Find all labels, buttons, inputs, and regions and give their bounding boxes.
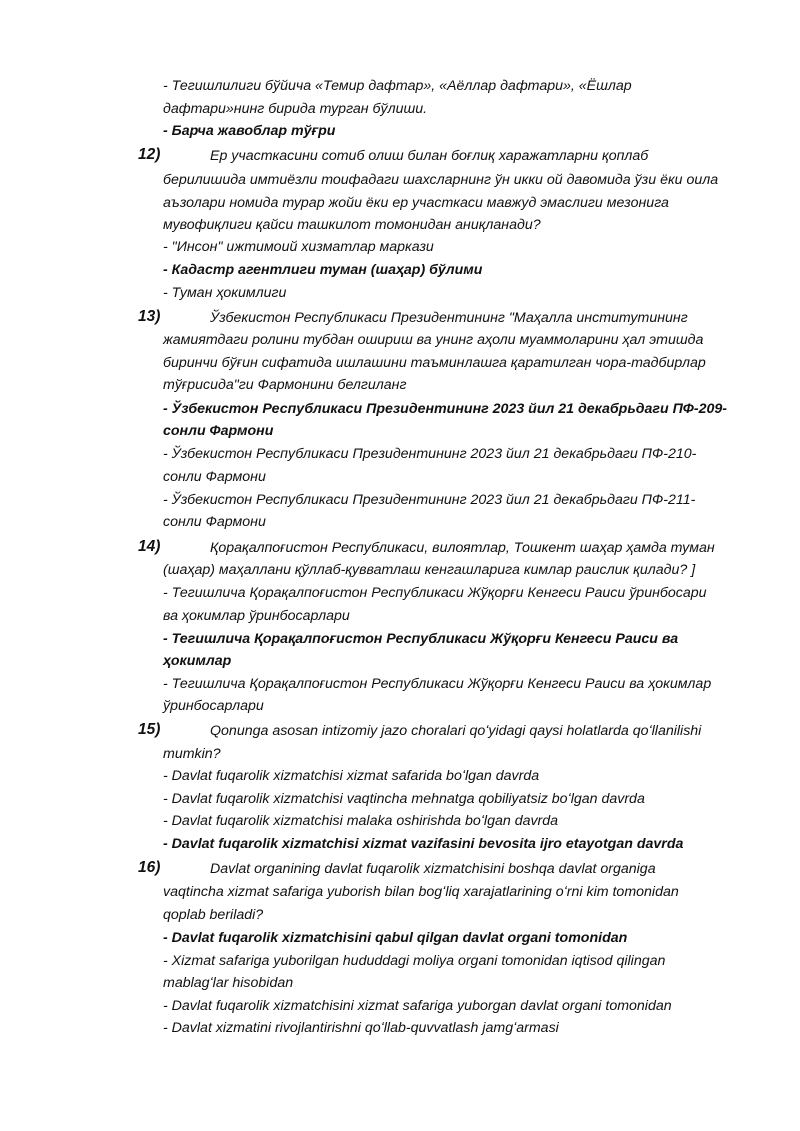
question-number: 16) <box>138 859 161 876</box>
text-line: сонли Фармони <box>163 514 266 530</box>
text-line: - "Инсон" ижтимоий хизматлар маркази <box>163 239 434 255</box>
text-line: - Davlat fuqarolik xizmatchisi vaqtincha mehnatga qobiliyatsiz boʻlgan davrda <box>163 791 645 807</box>
question-text: Qonunga asosan intizomiy jazo choralari qoʻyidagi qaysi holatlarda qoʻllanilishi <box>210 723 702 739</box>
text-line: - Тегишлилиги бўйича «Темир дафтар», «Аёллар дафтари», «Ёшлар <box>163 78 632 94</box>
text-line: ўринбосарлари <box>163 698 264 714</box>
text-line: аъзолари номида турар жойи ёки ер участкаси мавжуд эмаслиги мезонига <box>163 195 669 211</box>
question-number: 13) <box>138 308 161 325</box>
correct-answer-line: - Ўзбекистон Республикаси Президентининг 2023 йил 21 декабрьдаги ПФ-209- <box>163 401 728 417</box>
text-line: - Тегишлича Қорақалпоғистон Республикаси Жўқорғи Кенгеси Раиси ўринбосари <box>163 585 707 601</box>
text-line: - Davlat fuqarolik xizmatchisi xizmat safarida boʻlgan davrda <box>163 768 540 784</box>
question-number: 12) <box>138 146 161 163</box>
question-text: Қорақалпоғистон Республикаси, вилоятлар, Тошкент шаҳар ҳамда туман <box>210 540 715 556</box>
text-line: берилишида имтиёзли тоифадаги шахсларнинг ўн икки ой давомида ўзи ёки оила <box>163 172 719 188</box>
text-line: жамиятдаги ролини тубдан ошириш ва унинг аҳоли муаммоларини ҳал этишда <box>163 332 704 348</box>
text-line: мувофиқлиги қайси ташкилот томонидан аниқланади? <box>163 217 541 233</box>
text-line: - Ўзбекистон Республикаси Президентининг 2023 йил 21 декабрьдаги ПФ-210- <box>163 446 697 462</box>
text-line: дафтари»нинг бирида турган бўлиши. <box>163 101 428 117</box>
text-line: биринчи бўғин сифатида ишлашини таъминлашга қаратилган чора-тадбирлар <box>163 355 706 371</box>
question-text: Ер участкасини сотиб олиш билан боғлиқ харажатларни қоплаб <box>210 148 649 164</box>
correct-answer-line: сонли Фармони <box>163 423 274 439</box>
text-line: тўғрисида"ги Фармонини белгиланг <box>163 377 407 393</box>
question-number: 14) <box>138 538 161 555</box>
correct-answer-line: - Davlat fuqarolik xizmatchisini qabul qilgan davlat organi tomonidan <box>163 930 628 946</box>
correct-answer-line: - Тегишлича Қорақалпоғистон Республикаси Жўқорғи Кенгеси Раиси ва <box>163 631 679 647</box>
text-line: vaqtincha xizmat safariga yuborish bilan bogʻliq xarajatlarining oʻrni kim tomonidan <box>163 884 679 900</box>
text-line: сонли Фармони <box>163 469 266 485</box>
question-number: 15) <box>138 721 161 738</box>
text-line: - Davlat xizmatini rivojlantirishni qoʻllab-quvvatlash jamgʻarmasi <box>163 1020 559 1036</box>
text-line: - Xizmat safariga yuborilgan hududdagi moliya organi tomonidan iqtisod qilingan <box>163 953 666 969</box>
text-line: - Тегишлича Қорақалпоғистон Республикаси Жўқорғи Кенгеси Раиси ва ҳокимлар <box>163 676 712 692</box>
question-text: Ўзбекистон Республикаси Президентининг "Маҳалла институтининг <box>210 310 688 326</box>
text-line: - Туман ҳокимлиги <box>163 285 287 301</box>
correct-answer-line: - Барча жавоблар тўғри <box>163 123 336 139</box>
correct-answer-line: - Кадастр агентлиги туман (шаҳар) бўлими <box>163 262 483 278</box>
correct-answer-line: ҳокимлар <box>163 653 232 669</box>
text-line: (шаҳар) маҳаллани қўллаб-қувватлаш кенгашларига кимлар раислик қилади? ] <box>163 562 696 578</box>
text-line: - Ўзбекистон Республикаси Президентининг 2023 йил 21 декабрьдаги ПФ-211- <box>163 492 696 508</box>
text-line: mablagʻlar hisobidan <box>163 975 294 991</box>
text-line: ва ҳокимлар ўринбосарлари <box>163 608 350 624</box>
text-line: qoplab beriladi? <box>163 907 264 923</box>
text-line: mumkin? <box>163 746 221 762</box>
text-line: - Davlat fuqarolik xizmatchisi malaka oshirishda boʻlgan davrda <box>163 813 559 829</box>
question-text: Davlat organining davlat fuqarolik xizmatchisini boshqa davlat organiga <box>210 861 656 877</box>
text-line: - Davlat fuqarolik xizmatchisini xizmat safariga yuborgan davlat organi tomonidan <box>163 998 672 1014</box>
correct-answer-line: - Davlat fuqarolik xizmatchisi xizmat vazifasini bevosita ijro etayotgan davrda <box>163 836 684 852</box>
